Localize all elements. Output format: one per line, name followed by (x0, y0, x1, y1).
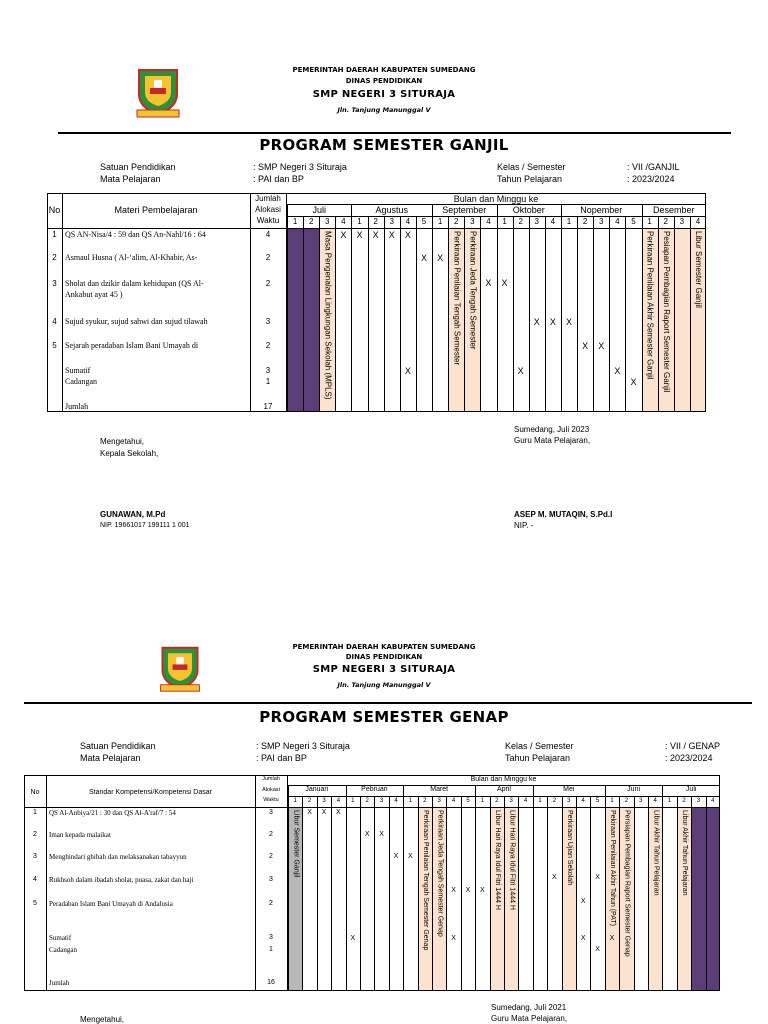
kepsek-label: Kepala Sekolah, (100, 449, 159, 458)
week-number: 1 (480, 798, 485, 804)
grid-line (662, 796, 663, 991)
week-number: 3 (322, 798, 326, 804)
grid-line (706, 796, 707, 991)
row-waktu: 3 (269, 809, 273, 816)
grid-line (497, 228, 498, 412)
week-number: 1 (292, 217, 298, 226)
col-jumlah-header: Waktu (256, 216, 280, 225)
x-mark: X (336, 809, 341, 816)
vertical-label-libur_akhir: Libur Akhir Tahun Pelajaran (652, 810, 660, 896)
x-mark: X (404, 230, 411, 240)
week-number: 2 (495, 798, 499, 804)
row-waktu: 4 (265, 230, 271, 239)
header-rule (58, 132, 731, 134)
satuan-value: : SMP Negeri 3 Situraja (256, 741, 350, 751)
grid-line (24, 807, 720, 808)
col-jumlah-header: Waktu (263, 797, 279, 803)
school-address: Jln. Tanjung Manunggal V (337, 106, 431, 114)
x-mark: X (307, 809, 312, 816)
kelas-value: : VII /GANJIL (627, 162, 680, 172)
row-materi: Iman kepada malaikat (49, 831, 111, 839)
satuan-label: Satuan Pendidikan (80, 741, 156, 751)
month-header: Mei (563, 786, 575, 793)
week-number: 4 (394, 798, 398, 804)
x-mark: X (451, 935, 456, 942)
week-number: 3 (679, 217, 685, 226)
grid-line (287, 204, 288, 412)
x-mark: X (595, 874, 600, 881)
x-mark: X (595, 946, 600, 953)
vertical-label-idul1: Libur Hari Raya Idul Fitri 1444 H (493, 810, 501, 910)
week-number: 4 (405, 217, 411, 226)
mapel-value: : PAI dan BP (253, 174, 304, 184)
week-number: 2 (308, 217, 314, 226)
x-mark: X (388, 230, 395, 240)
x-mark: X (598, 341, 605, 351)
week-number: 4 (451, 798, 456, 804)
x-mark: X (350, 935, 356, 942)
gov-line: PEMERINTAH DAERAH KABUPATEN SUMEDANG (292, 66, 476, 74)
week-number: 4 (486, 217, 491, 226)
week-number: 1 (293, 798, 297, 804)
row-waktu: 2 (265, 279, 271, 288)
header-rule (24, 702, 752, 704)
grid-line (331, 796, 332, 991)
month-header: Pebruari (361, 786, 388, 793)
x-mark: X (549, 317, 556, 327)
x-mark: X (480, 887, 485, 894)
month-header: Desember (653, 205, 695, 215)
week-number: 1 (566, 217, 572, 226)
satuan-label: Satuan Pendidikan (100, 162, 176, 172)
grid-line (317, 796, 318, 991)
week-number: 3 (509, 798, 513, 804)
grid-line (360, 796, 361, 991)
grid-line (691, 796, 692, 991)
grid-line (389, 796, 390, 991)
grid-line (674, 228, 675, 412)
x-mark: X (356, 230, 363, 240)
week-number: 1 (667, 798, 672, 804)
x-mark: X (340, 230, 347, 240)
row-waktu: 2 (265, 253, 271, 262)
week-number: 4 (523, 798, 528, 804)
row-materi: Peradaban Islam Bani Umayah di Andalusia (49, 900, 173, 908)
week-number: 4 (581, 798, 585, 804)
x-mark: X (420, 253, 427, 263)
grid-line (403, 796, 404, 991)
x-mark: X (451, 887, 456, 894)
col-no-header: No (30, 789, 40, 796)
week-number: 3 (639, 798, 643, 804)
school-name: SMP NEGERI 3 SITURAJA (312, 664, 456, 675)
row-no: 1 (33, 809, 37, 816)
x-mark: X (465, 887, 471, 894)
row-waktu: 3 (265, 366, 271, 375)
row-materi: QS AN-Nisa/4 : 59 dan QS An-Nahl/16 : 64 (65, 230, 206, 239)
grid-line (576, 796, 577, 991)
row-materi: Asmaul Husna ( Al-‘alim, Al-Khabir, As- (65, 253, 198, 262)
month-header: September (442, 205, 487, 215)
kelas-label: Kelas / Semester (497, 162, 566, 172)
vertical-label-jeda: Perkiraan Jeda Tengah Semester (468, 231, 478, 350)
dept-line: DINAS PENDIDIKAN (345, 77, 423, 85)
row-waktu: 16 (267, 979, 275, 986)
month-header: Januari (305, 786, 329, 793)
week-number: 2 (624, 798, 629, 804)
row-materi: Cadangan (49, 946, 77, 954)
week-number: 2 (423, 798, 427, 804)
row-materi: Sumatif (65, 366, 91, 375)
row-no: 3 (33, 853, 37, 860)
col-no-header: No (48, 205, 61, 215)
week-number: 4 (695, 217, 701, 226)
week-number: 1 (357, 217, 362, 226)
vertical-label-jeda: Perkiraan Jeda Tengah Semester Genap (436, 810, 444, 937)
grid-line (400, 228, 401, 412)
week-number: 5 (466, 798, 470, 804)
grid-line (590, 796, 591, 991)
vertical-label-raport: Pesiapan Pembagian Raport Semester Ganjil (661, 231, 671, 393)
row-waktu: 2 (269, 831, 273, 838)
week-number: 3 (389, 217, 394, 226)
vertical-label-idul2: Libur Hari Raya Idul Fitri 1444 H (508, 810, 516, 910)
row-materi: Rukhsoh dalam ibadah sholat, puasa, zakat dan haji (49, 876, 194, 884)
week-number: 5 (595, 798, 600, 804)
grid-line (62, 193, 63, 412)
week-number: 1 (408, 798, 413, 804)
vertical-label-raport: Persiapan Pembagian Raport Semester Genap (623, 810, 631, 957)
vertical-label-pat: Pekiraan Penilaian Akhir Tahun (PAT) (609, 810, 617, 926)
col-materi-header: Materi Pembelajaran (114, 205, 198, 215)
grid-line (513, 228, 514, 412)
vertical-label-ujian: Perkiraan Ujian Sekolah (565, 810, 573, 886)
grid-line (368, 228, 369, 412)
grid-line (303, 228, 304, 412)
kelas-value: : VII / GENAP (665, 741, 721, 751)
week-number: 2 (682, 798, 686, 804)
row-no: 3 (52, 279, 57, 288)
kepsek-nip: NIP. 19661017 199111 1 001 (100, 522, 190, 529)
week-number: 1 (610, 798, 614, 804)
mapel-label: Mata Pelajaran (80, 753, 141, 763)
month-header: Juli (685, 786, 697, 793)
x-mark: X (533, 317, 540, 327)
school-address: Jln. Tanjung Manunggal V (337, 681, 431, 689)
month-header: Juni (627, 786, 641, 793)
x-mark: X (609, 935, 615, 942)
x-mark: X (580, 898, 586, 905)
row-waktu: 3 (265, 317, 271, 326)
vertical-label-libur_ganjil: Libur Semester Ganjil (292, 810, 300, 878)
dept-line: DINAS PENDIDIKAN (345, 653, 423, 661)
row-waktu: 1 (269, 946, 273, 953)
grid-line (335, 228, 336, 412)
page-title: PROGRAM SEMESTER GENAP (259, 708, 509, 726)
x-mark: X (321, 809, 327, 816)
grid-line (346, 796, 347, 991)
mengetahui-label: Mengetahui, (100, 437, 145, 446)
bulan-header: Bulan dan Minggu ke (453, 194, 539, 204)
row-waktu: 2 (269, 900, 273, 907)
kepsek-name: GUNAWAN, M.Pd (100, 510, 166, 519)
grid-line (593, 228, 594, 412)
x-mark: X (630, 377, 637, 387)
x-mark: X (580, 935, 586, 942)
row-materi: Sumatif (49, 934, 72, 942)
grid-line (533, 796, 534, 991)
week-number: 5 (631, 217, 636, 226)
vertical-label-mpls: Masa Pengenalan Lingkungan Sekolah (MPLS) (323, 231, 333, 400)
week-number: 1 (538, 798, 542, 804)
vertical-label-libur: Libur Semester Ganjil (693, 231, 703, 308)
row-materi: Cadangan (65, 377, 97, 386)
mapel-value: : PAI dan BP (256, 753, 307, 763)
row-materi: Sholat dan dzikir dalam kehidupan (QS Al- (65, 279, 204, 288)
col-jumlah-header: Alokasi (255, 205, 281, 214)
mapel-label: Mata Pelajaran (100, 174, 161, 184)
school-name: SMP NEGERI 3 SITURAJA (312, 89, 456, 100)
grid-line (577, 228, 578, 412)
week-number: 3 (325, 217, 330, 226)
month-header: Agustus (375, 205, 408, 215)
row-waktu: 3 (269, 934, 273, 941)
week-number: 3 (534, 217, 539, 226)
guru-nip: NIP. - (514, 521, 534, 530)
row-no: 1 (52, 230, 57, 239)
row-materi: Menghindari ghibah dan melaksanakan tabayyun (49, 853, 187, 861)
row-waktu: 1 (265, 377, 271, 386)
week-number: 2 (365, 798, 369, 804)
week-number: 2 (307, 798, 312, 804)
week-number: 4 (336, 798, 341, 804)
week-number: 5 (421, 217, 427, 226)
row-no: 2 (33, 831, 37, 838)
week-number: 1 (437, 217, 443, 226)
place-date: Sumedang, Juli 2023 (514, 425, 590, 434)
kelas-label: Kelas / Semester (505, 741, 574, 751)
grid-line (374, 796, 375, 991)
grid-line (384, 228, 385, 412)
x-mark: X (552, 874, 557, 881)
x-mark: X (408, 853, 413, 860)
week-number: 4 (615, 217, 620, 226)
x-mark: X (501, 278, 508, 288)
week-number: 2 (663, 217, 668, 226)
vertical-label-pts: Perkiraan Penilaian Tengah Semester (452, 231, 462, 366)
x-mark: X (582, 341, 589, 351)
tahun-label: Tahun Pelajaran (497, 174, 563, 184)
week-number: 4 (341, 217, 346, 226)
grid-line (351, 228, 352, 412)
week-number: 3 (379, 798, 384, 804)
row-no: 5 (52, 341, 57, 350)
month-header: Juli (312, 205, 326, 215)
gov-line: PEMERINTAH DAERAH KABUPATEN SUMEDANG (292, 643, 476, 651)
week-number: 4 (653, 798, 657, 804)
vertical-label-libur_akhir2: Libur Akhir Tahun Pelajaran (681, 810, 689, 896)
x-mark: X (364, 831, 370, 838)
row-no: 4 (52, 317, 57, 326)
col-jumlah-header: Jumlah (262, 776, 280, 782)
week-number: 2 (518, 217, 523, 226)
grid-line (634, 796, 635, 991)
row-materi: Sujud syukur, sujud sahwi dan sujud tilawah (65, 317, 208, 326)
grid-line (518, 796, 519, 991)
tahun-value: : 2023/2024 (665, 753, 713, 763)
row-waktu: 3 (269, 876, 273, 883)
week-number: 3 (599, 217, 604, 226)
grid-line (47, 228, 706, 229)
row-materi: Jumlah (65, 402, 89, 411)
week-number: 4 (550, 217, 556, 226)
vertical-label-pas: Perkiraan Penilaian Akhir Semester Ganjil (645, 231, 655, 380)
tahun-value: : 2023/2024 (627, 174, 675, 184)
row-waktu: 17 (263, 402, 273, 411)
place-date: Sumedang, Juli 2021 (491, 1003, 567, 1012)
row-materi: QS Al-Anbiya/21 : 30 dan QS Al-A'raf/7 : 54 (49, 809, 176, 817)
row-materi: Sejarah peradaban Islam Bani Umayah di (65, 341, 199, 350)
week-number: 2 (552, 798, 557, 804)
satuan-value: : SMP Negeri 3 Situraja (253, 162, 347, 172)
row-no: 5 (33, 900, 37, 907)
vertical-label-pts: Perkiraan Penilaian Tengah Semester Genap (421, 810, 429, 951)
grid-line (302, 796, 303, 991)
col-jumlah-header: Alokasi (262, 786, 280, 793)
row-no: 4 (33, 876, 37, 883)
guru-label: Guru Mata Pelajaran, (491, 1014, 568, 1023)
grid-line (480, 228, 481, 412)
x-mark: X (393, 853, 399, 860)
week-number: 1 (647, 217, 652, 226)
x-mark: X (614, 366, 621, 376)
x-mark: X (404, 366, 411, 376)
row-no: 2 (52, 253, 57, 262)
week-number: 4 (711, 798, 715, 804)
tahun-label: Tahun Pelajaran (505, 753, 571, 763)
row-materi: Jumlah (49, 979, 70, 987)
x-mark: X (437, 253, 444, 263)
x-mark: X (485, 278, 492, 288)
month-header: Oktober (512, 205, 545, 215)
week-number: 2 (373, 217, 378, 226)
row-waktu: 2 (265, 341, 271, 350)
x-mark: X (517, 366, 524, 376)
grid-line (609, 228, 610, 412)
week-number: 2 (453, 217, 459, 226)
week-number: 3 (470, 217, 475, 226)
week-number: 3 (696, 798, 701, 804)
week-number: 1 (351, 798, 355, 804)
col-materi-header: Standar Kompetensi/Kompetensi Dasar (89, 789, 212, 796)
col-jumlah-header: Jumlah (255, 194, 281, 203)
week-number: 2 (582, 217, 588, 226)
month-header: Maret (430, 786, 449, 793)
guru-label: Guru Mata Pelajaran, (514, 436, 591, 445)
week-number: 3 (567, 798, 571, 804)
page-title: PROGRAM SEMESTER GANJIL (259, 136, 509, 154)
row-materi: Ankabut ayat 45 ) (65, 290, 123, 299)
x-mark: X (566, 317, 573, 327)
x-mark: X (372, 230, 379, 240)
guru-name: ASEP M. MUTAQIN, S.Pd.I (514, 510, 613, 519)
mengetahui-label: Mengetahui, (80, 1015, 125, 1024)
x-mark: X (379, 831, 384, 838)
month-header: April (496, 786, 511, 793)
week-number: 3 (437, 798, 441, 804)
week-number: 1 (502, 217, 507, 226)
grid-line (547, 796, 548, 991)
month-header: Nopember (580, 205, 623, 215)
bulan-header: Bulan dan Minggu ke (470, 776, 537, 783)
row-waktu: 2 (269, 853, 273, 860)
